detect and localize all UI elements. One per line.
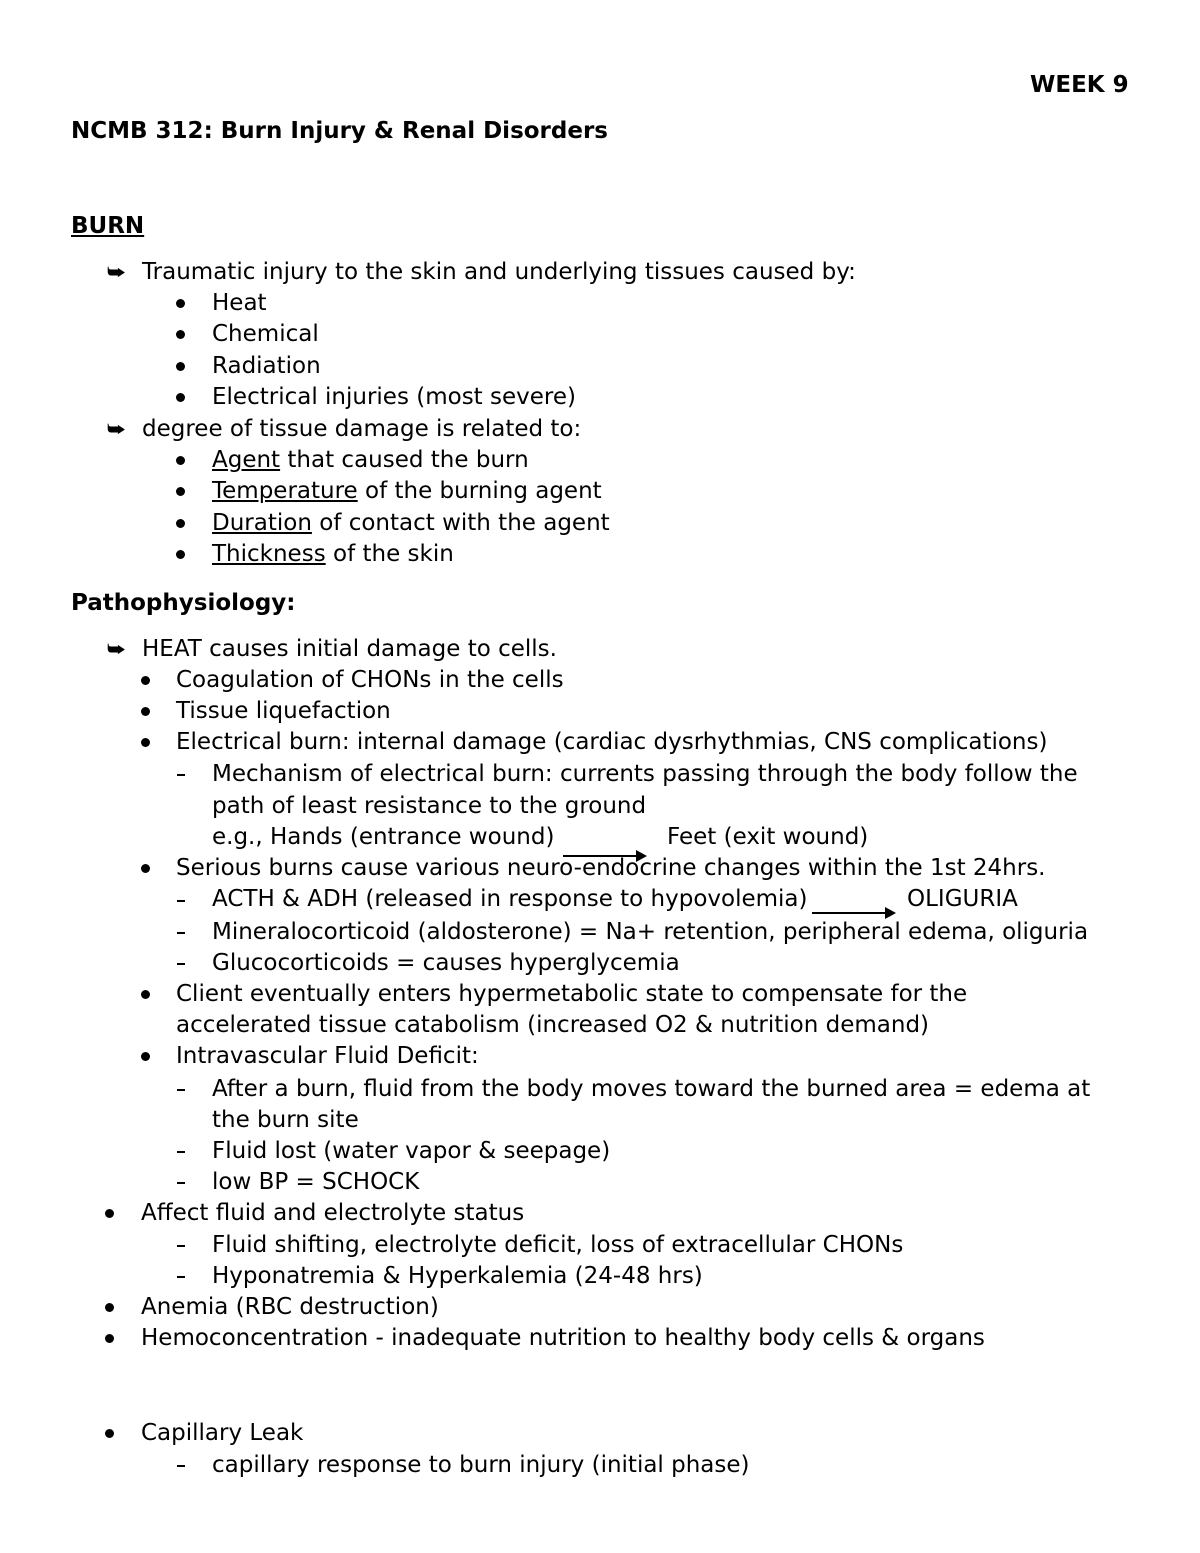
arrowhead-bullet-icon: ⮩ <box>107 417 126 441</box>
mechanism-line-1: Mechanism of electrical burn: currents passing through the body follow the <box>212 761 1078 787</box>
dash-bullet-icon <box>177 900 185 902</box>
factor-term: Thickness <box>212 541 326 567</box>
anemia-item: Anemia (RBC destruction) <box>141 1294 439 1320</box>
factor-term: Temperature <box>212 478 358 504</box>
affect-item: Affect fluid and electrolyte status <box>141 1200 525 1226</box>
arrow-right-icon <box>812 912 894 914</box>
acth-right: OLIGURIA <box>907 886 1018 912</box>
bullet-icon <box>105 1209 114 1218</box>
after-burn-line-2: the burn site <box>212 1107 359 1133</box>
bullet-icon <box>176 330 185 339</box>
low-bp-item: low BP = SCHOCK <box>212 1169 420 1195</box>
capillary-leak-item: Capillary Leak <box>141 1420 304 1446</box>
dash-bullet-icon <box>177 1151 185 1153</box>
bullet-icon <box>176 550 185 559</box>
burn-intro: Traumatic injury to the skin and underlying tissues caused by: <box>142 259 856 285</box>
capillary-response-item: capillary response to burn injury (initial phase) <box>212 1452 750 1478</box>
bullet-icon <box>141 864 150 873</box>
glucocorticoid-item: Glucocorticoids = causes hyperglycemia <box>212 950 680 976</box>
bullet-icon <box>176 519 185 528</box>
cause-item: Heat <box>212 290 267 316</box>
heat-line: HEAT causes initial damage to cells. <box>142 636 557 662</box>
after-burn-line-1: After a burn, fluid from the body moves toward the burned area = edema at <box>212 1076 1091 1102</box>
bullet-icon <box>176 456 185 465</box>
mineralocorticoid-item: Mineralocorticoid (aldosterone) = Na+ retention, peripheral edema, oliguria <box>212 919 1089 945</box>
liquefaction-item: Tissue liquefaction <box>176 698 391 724</box>
example-left: e.g., Hands (entrance wound) <box>212 824 555 850</box>
bullet-icon <box>141 707 150 716</box>
acth-left: ACTH & ADH (released in response to hypovolemia) <box>212 886 808 912</box>
bullet-icon <box>105 1429 114 1438</box>
factor-item <box>212 540 454 568</box>
dash-bullet-icon <box>177 1245 185 1247</box>
factor-rest: that caused the burn <box>280 447 529 473</box>
arrowhead-bullet-icon: ⮩ <box>107 260 126 284</box>
dash-bullet-icon <box>177 1276 185 1278</box>
bullet-icon <box>105 1303 114 1312</box>
cause-item: Chemical <box>212 321 319 347</box>
cause-item: Radiation <box>212 353 321 379</box>
mechanism-line-2: path of least resistance to the ground <box>212 793 647 819</box>
dash-bullet-icon <box>177 963 185 965</box>
bullet-icon <box>141 676 150 685</box>
burn-heading: BURN <box>71 213 145 239</box>
bullet-icon <box>141 738 150 747</box>
factor-term: Duration <box>212 510 312 536</box>
bullet-icon <box>176 299 185 308</box>
week-label: WEEK 9 <box>1030 72 1129 98</box>
bullet-icon <box>141 990 150 999</box>
factor-item <box>212 509 610 537</box>
dash-bullet-icon <box>177 1182 185 1184</box>
fluid-deficit-item: Intravascular Fluid Deficit: <box>176 1043 479 1069</box>
hemoconcentration-item: Hemoconcentration - inadequate nutrition to healthy body cells & organs <box>141 1325 985 1351</box>
bullet-icon <box>176 362 185 371</box>
bullet-icon <box>105 1334 114 1343</box>
dash-bullet-icon <box>177 932 185 934</box>
bullet-icon <box>176 393 185 402</box>
hypermetabolic-line-2: accelerated tissue catabolism (increased O2 & nutrition demand) <box>176 1012 930 1038</box>
neuro-item: Serious burns cause various neuro-endocrine changes within the 1st 24hrs. <box>176 855 1046 881</box>
coagulation-item: Coagulation of CHONs in the cells <box>176 667 564 693</box>
hypermetabolic-line-1: Client eventually enters hypermetabolic state to compensate for the <box>176 981 968 1007</box>
dash-bullet-icon <box>177 1089 185 1091</box>
factor-item <box>212 477 602 505</box>
factor-rest: of the burning agent <box>357 478 602 504</box>
degree-intro: degree of tissue damage is related to: <box>142 416 582 442</box>
bullet-icon <box>176 487 185 496</box>
document-title: NCMB 312: Burn Injury & Renal Disorders <box>71 118 608 144</box>
hyponatremia-item: Hyponatremia & Hyperkalemia (24-48 hrs) <box>212 1263 703 1289</box>
arrowhead-bullet-icon: ⮩ <box>107 637 126 661</box>
patho-heading: Pathophysiology: <box>71 590 296 616</box>
fluid-shifting-item: Fluid shifting, electrolyte deficit, loss of extracellular CHONs <box>212 1232 904 1258</box>
cause-item: Electrical injuries (most severe) <box>212 384 576 410</box>
dash-bullet-icon <box>177 774 185 776</box>
factor-term: Agent <box>212 447 281 473</box>
factor-rest: of contact with the agent <box>311 510 610 536</box>
example-right: Feet (exit wound) <box>667 824 869 850</box>
bullet-icon <box>141 1052 150 1061</box>
electrical-item: Electrical burn: internal damage (cardiac dysrhythmias, CNS complications) <box>176 729 1048 755</box>
factor-rest: of the skin <box>325 541 454 567</box>
factor-item <box>212 446 529 474</box>
dash-bullet-icon <box>177 1465 185 1467</box>
fluid-lost-item: Fluid lost (water vapor & seepage) <box>212 1138 611 1164</box>
